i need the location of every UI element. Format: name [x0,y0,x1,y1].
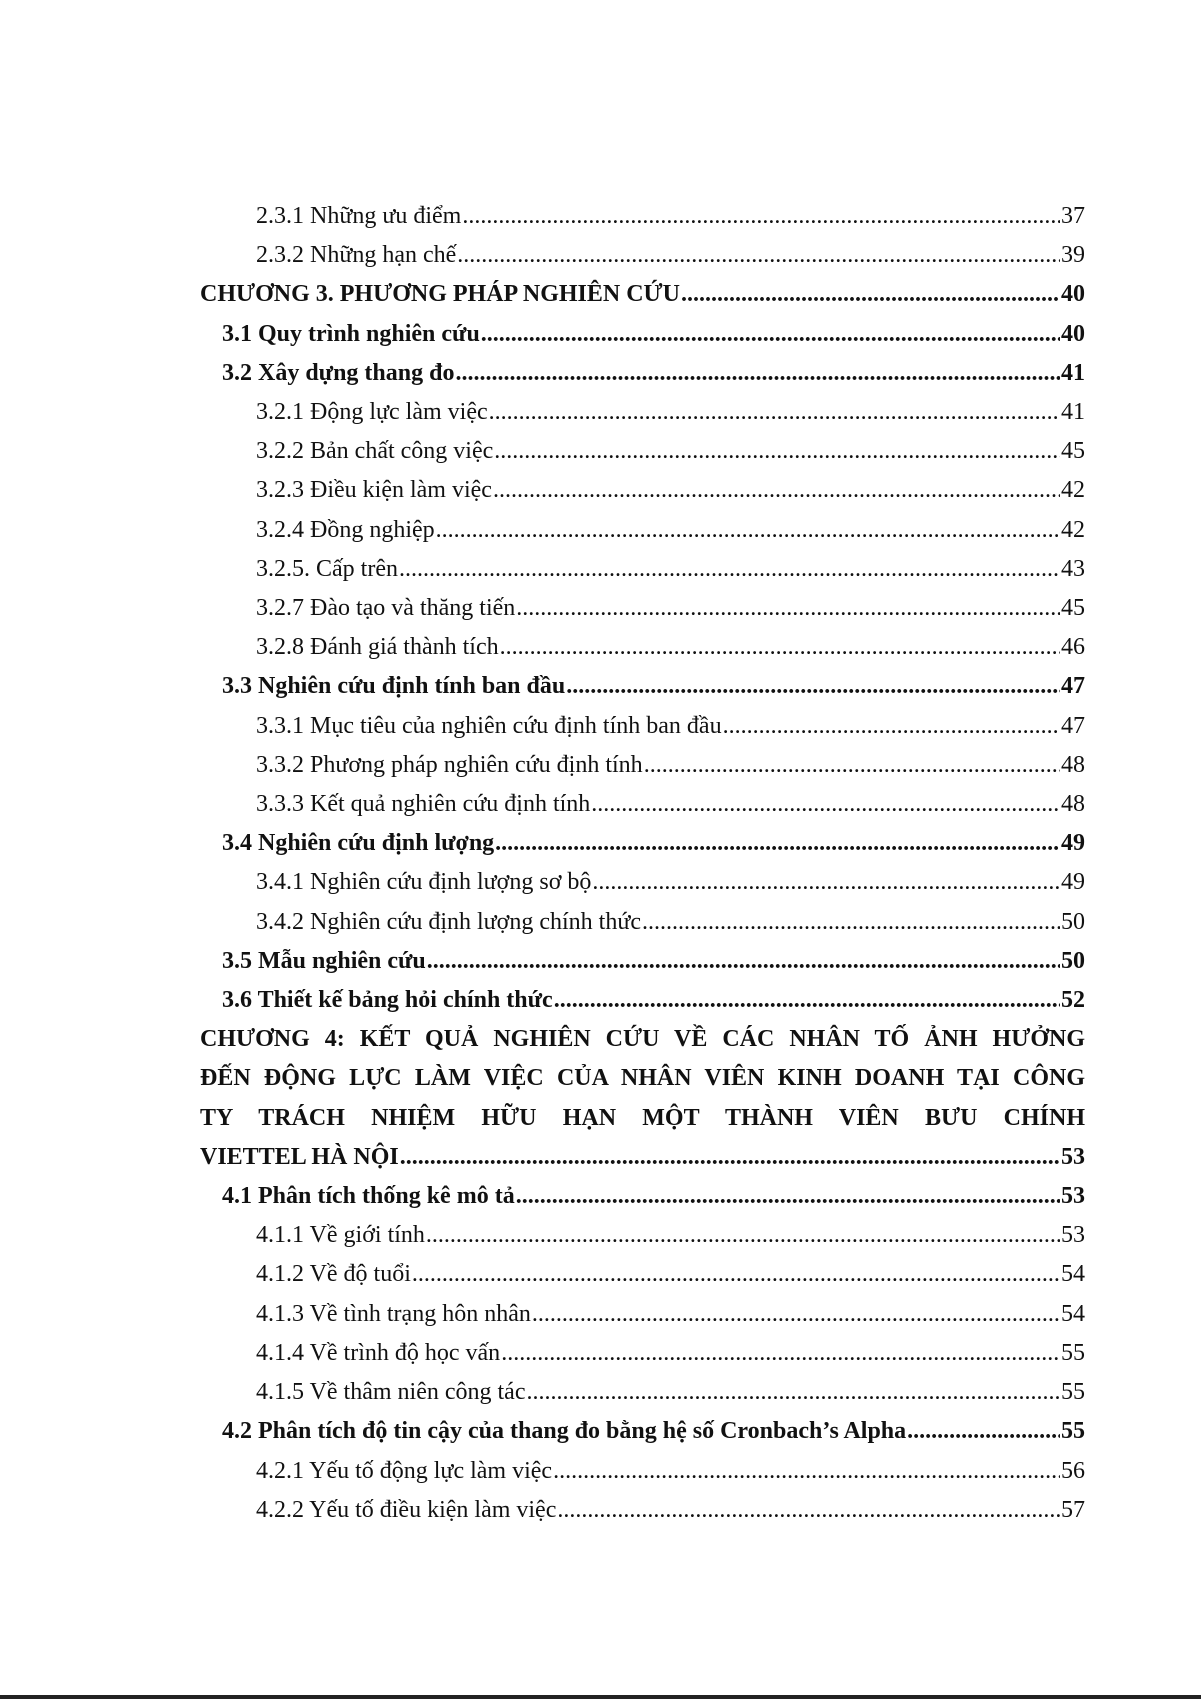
toc-entry-title: 4.1.2 Về độ tuổi [256,1261,411,1288]
toc-entry-page: 55 [1061,1379,1085,1406]
dot-leader [516,589,1060,628]
dot-leader [457,236,1060,275]
toc-entry-title: 3.2.2 Bản chất công việc [256,438,494,465]
toc-entry-title: 4.1.5 Về thâm niên công tác [256,1379,526,1406]
toc-entry-title: 2.3.1 Những ưu điểm [256,203,462,229]
dot-leader [495,824,1060,863]
toc-entry-page: 50 [1061,908,1085,935]
toc-entry[interactable] [200,1334,1085,1373]
toc-entry-page: 50 [1061,947,1085,974]
dot-leader [592,863,1060,902]
toc-entry[interactable] [200,471,1085,510]
toc-entry[interactable] [200,511,1085,550]
toc-section-entry[interactable] [200,1177,1085,1216]
toc-entry-page: 48 [1061,791,1085,818]
toc-entry-title: 3.5 Mẫu nghiên cứu [222,947,426,974]
toc-entry-page: 42 [1061,516,1085,543]
toc-entry-title: 3.3.3 Kết quả nghiên cứu định tính [256,791,591,818]
toc-entry-page: 53 [1061,1222,1085,1249]
toc-entry[interactable] [200,1216,1085,1255]
toc-entry-title: 2.3.2 Những hạn chế [256,242,457,269]
dot-leader [501,1334,1060,1373]
dot-leader [566,667,1060,706]
dot-leader [494,432,1060,471]
dot-leader [532,1295,1060,1334]
toc-entry-page: 46 [1061,634,1085,661]
dot-leader [427,942,1060,981]
dot-leader [642,903,1060,942]
dot-leader [399,550,1060,589]
dot-leader [489,393,1060,432]
dot-leader [681,275,1060,314]
toc-entry-title: 3.2.5. Cấp trên [256,555,398,582]
toc-entry-page: 49 [1061,830,1085,857]
toc-entry[interactable] [200,1255,1085,1294]
toc-entry[interactable] [200,589,1085,628]
toc-entry-page: 55 [1061,1339,1085,1366]
toc-entry-title: 4.2 Phân tích độ tin cậy của thang đo bằng hệ số Cronbach’s Alpha [222,1418,907,1445]
toc-entry[interactable] [200,785,1085,824]
dot-leader [493,471,1060,510]
toc-entry-title: 3.2.1 Động lực làm việc [256,399,488,426]
toc-chapter-entry[interactable] [200,275,1085,314]
toc-entry[interactable] [200,628,1085,667]
toc-section-entry[interactable] [200,315,1085,354]
toc-entry[interactable] [200,903,1085,942]
toc-entry-title: 3.4 Nghiên cứu định lượng [222,830,495,857]
dot-leader [412,1255,1060,1294]
toc-entry[interactable] [200,1295,1085,1334]
toc-entry-page: 47 [1061,673,1085,700]
chapter-title-last-line [200,1138,1085,1177]
dot-leader [591,785,1060,824]
toc-section-entry[interactable] [200,942,1085,981]
toc-entry-title: 3.3.1 Mục tiêu của nghiên cứu định tính ban đầu [256,712,722,739]
toc-entry[interactable] [200,393,1085,432]
toc-entry-page: 40 [1061,320,1085,347]
dot-leader [553,1452,1060,1491]
toc-section-entry[interactable] [200,1412,1085,1451]
dot-leader [455,354,1060,393]
toc-entry-title: 3.2.7 Đào tạo và thăng tiến [256,595,516,622]
toc-entry-page: 49 [1061,869,1085,896]
table-of-contents [200,197,1085,1530]
toc-entry-title: 4.2.1 Yếu tố động lực làm việc [256,1457,553,1484]
dot-leader [907,1412,1060,1451]
toc-entry-title: 3.2.8 Đánh giá thành tích [256,634,499,661]
toc-section-entry[interactable] [200,981,1085,1020]
toc-entry[interactable] [200,707,1085,746]
toc-entry-page: 43 [1061,555,1085,582]
toc-entry-title: 4.1 Phân tích thống kê mô tả [222,1183,515,1210]
dot-leader [526,1373,1060,1412]
toc-section-entry[interactable] [200,667,1085,706]
toc-entry-page: 39 [1061,242,1085,269]
toc-entry-page: 40 [1061,281,1085,308]
toc-entry-page: 47 [1061,712,1085,739]
toc-entry-title: VIETTEL HÀ NỘI [200,1143,399,1170]
toc-entry-page: 45 [1061,438,1085,465]
toc-entry-title: 3.1 Quy trình nghiên cứu [222,320,480,347]
toc-entry[interactable] [200,236,1085,275]
toc-chapter-4-entry[interactable] [200,1020,1085,1177]
toc-entry-page: 41 [1061,359,1085,386]
toc-entry-title: 3.4.2 Nghiên cứu định lượng chính thức [256,908,641,935]
toc-entry-title: CHƯƠNG 3. PHƯƠNG PHÁP NGHIÊN CỨU [200,281,680,308]
toc-entry-page: 48 [1061,751,1085,778]
toc-section-entry[interactable] [200,824,1085,863]
toc-entry-title: 3.2 Xây dựng thang đo [222,359,455,386]
toc-entry-page: 53 [1061,1143,1085,1170]
dot-leader [516,1177,1060,1216]
toc-entry-page: 54 [1061,1261,1085,1288]
toc-entry[interactable] [200,746,1085,785]
dot-leader [462,197,1060,236]
dot-leader [557,1491,1060,1530]
toc-entry[interactable] [200,863,1085,902]
dot-leader [481,315,1060,354]
toc-entry-title: 3.3 Nghiên cứu định tính ban đầu [222,673,566,700]
toc-entry[interactable] [200,432,1085,471]
toc-entry-page: 57 [1061,1496,1085,1523]
toc-entry-title: 3.3.2 Phương pháp nghiên cứu định tính [256,751,643,778]
toc-entry-title: 3.2.4 Đồng nghiệp [256,516,435,543]
toc-entry-title: 3.2.3 Điều kiện làm việc [256,477,492,504]
dot-leader [723,707,1060,746]
toc-entry-page: 41 [1061,399,1085,426]
dot-leader [500,628,1060,667]
toc-entry-page: 42 [1061,477,1085,504]
toc-entry[interactable] [200,197,1085,236]
toc-entry-page: 37 [1061,203,1085,229]
toc-entry-title: 4.2.2 Yếu tố điều kiện làm việc [256,1496,557,1523]
chapter-title-line: CHƯƠNG 4: KẾT QUẢ NGHIÊN CỨU VỀ CÁC NHÂN TỐ ẢNH HƯỞNG [200,1026,1085,1053]
dot-leader [644,746,1060,785]
toc-entry-page: 52 [1061,987,1085,1014]
toc-entry-page: 53 [1061,1183,1085,1210]
toc-entry-title: 4.1.1 Về giới tính [256,1222,425,1249]
toc-entry[interactable] [200,550,1085,589]
toc-entry-title: 4.1.3 Về tình trạng hôn nhân [256,1300,531,1327]
toc-entry-page: 54 [1061,1300,1085,1327]
dot-leader [436,511,1060,550]
toc-entry[interactable] [200,1373,1085,1412]
dot-leader [426,1216,1060,1255]
page-bottom-border [0,1695,1201,1699]
dot-leader [400,1138,1060,1177]
dot-leader [554,981,1060,1020]
toc-section-entry[interactable] [200,354,1085,393]
toc-entry-page: 45 [1061,595,1085,622]
chapter-title-line: ĐẾN ĐỘNG LỰC LÀM VIỆC CỦA NHÂN VIÊN KINH DOANH TẠI CÔNG [200,1065,1085,1092]
toc-entry-page: 56 [1061,1457,1085,1484]
toc-entry[interactable] [200,1491,1085,1530]
toc-entry-page: 55 [1061,1418,1085,1445]
toc-entry-title: 4.1.4 Về trình độ học vấn [256,1339,501,1366]
toc-entry-title: 3.6 Thiết kế bảng hỏi chính thức [222,987,553,1014]
toc-entry-title: 3.4.1 Nghiên cứu định lượng sơ bộ [256,869,592,896]
toc-entry[interactable] [200,1452,1085,1491]
chapter-title-line: TY TRÁCH NHIỆM HỮU HẠN MỘT THÀNH VIÊN BƯU CHÍNH [200,1104,1085,1131]
